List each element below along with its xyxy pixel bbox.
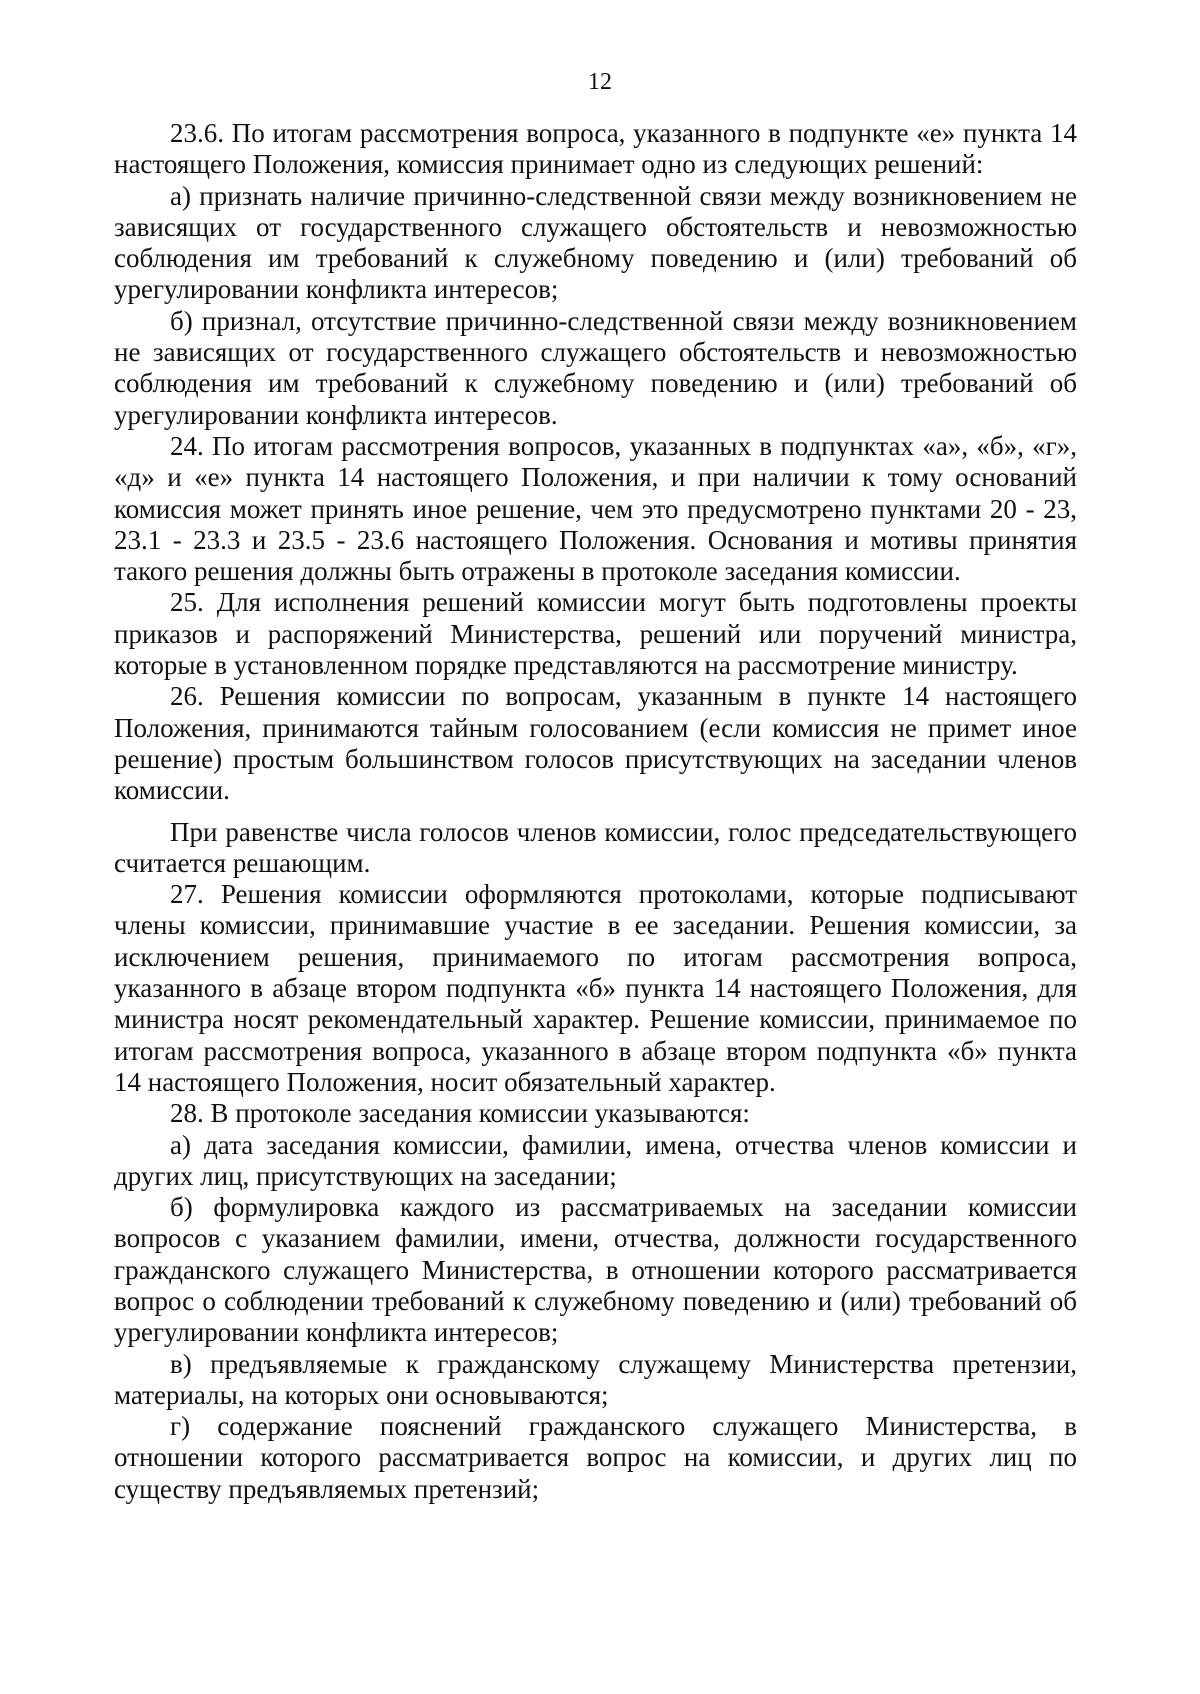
paragraph-28-b: б) формулировка каждого из рассматриваемых на заседании комиссии вопросов с указанием фамилии, имени, отчества, должности государственного гражданского служащего Министерства, в отношении которого рассматривается вопрос о соблюдении требований к служебному поведению и (или) требований об урегулировании конфликта интересов; <box>114 1192 1077 1348</box>
paragraph-23-6-b: б) признал, отсутствие причинно-следственной связи между возникновением не зависящих от государственного служащего обстоятельств и невозможностью соблюдения им требований к служебному поведению и (или) требований об урегулировании конфликта интересов. <box>114 305 1077 430</box>
paragraph-23-6-a: а) признать наличие причинно-следственной связи между возникновением не зависящих от государственного служащего обстоятельств и невозможностью соблюдения им требований к служебному поведению и (или) требований об урегулировании конфликта интересов; <box>114 180 1077 305</box>
paragraph-28-v: в) предъявляемые к гражданскому служащему Министерства претензии, материалы, на которых они основываются; <box>114 1348 1077 1410</box>
paragraph-27: 27. Решения комиссии оформляются протоколами, которые подписывают члены комиссии, принимавшие участие в ее заседании. Решения комиссии, за исключением решения, принимаемого по итогам рассмотрения вопроса, указанного в абзаце втором подпункта «б» пункта 14 настоящего Положения, для министра носят рекомендательный характер. Решение комиссии, принимаемое по итогам рассмотрения вопроса, указанного в абзаце втором подпункта «б» пункта 14 настоящего Положения, носит обязательный характер. <box>114 879 1077 1097</box>
paragraph-25: 25. Для исполнения решений комиссии могут быть подготовлены проекты приказов и распоряжений Министерства, решений или поручений министра, которые в установленном порядке представляются на рассмотрение министру. <box>114 587 1077 681</box>
paragraph-24: 24. По итогам рассмотрения вопросов, указанных в подпунктах «а», «б», «г», «д» и «е» пункта 14 настоящего Положения, и при наличии к тому оснований комиссия может принять иное решение, чем это предусмотрено пунктами 20 - 23, 23.1 - 23.3 и 23.5 - 23.6 настоящего Положения. Основания и мотивы принятия такого решения должны быть отражены в протоколе заседания комиссии. <box>114 430 1077 587</box>
paragraph-28-g: г) содержание пояснений гражданского служащего Министерства, в отношении которого рассматривается вопрос на комиссии, и других лиц по существу предъявляемых претензий; <box>114 1411 1077 1504</box>
paragraph-26-tie-vote: При равенстве числа голосов членов комиссии, голос председательствующего считается решающим. <box>114 816 1077 878</box>
page-number: 12 <box>588 69 612 95</box>
paragraph-28-a: а) дата заседания комиссии, фамилии, имена, отчества членов комиссии и других лиц, присутствующих на заседании; <box>114 1129 1077 1191</box>
paragraph-26: 26. Решения комиссии по вопросам, указанным в пункте 14 настоящего Положения, принимаются тайным голосованием (если комиссия не примет иное решение) простым большинством голосов присутствующих на заседании членов комиссии. <box>114 681 1077 806</box>
document-body <box>114 118 1077 1505</box>
paragraph-28: 28. В протоколе заседания комиссии указываются: <box>170 1098 750 1129</box>
paragraph-23-6: 23.6. По итогам рассмотрения вопроса, указанного в подпункте «е» пункта 14 настоящего Положения, комиссия принимает одно из следующих решений: <box>114 118 1077 180</box>
